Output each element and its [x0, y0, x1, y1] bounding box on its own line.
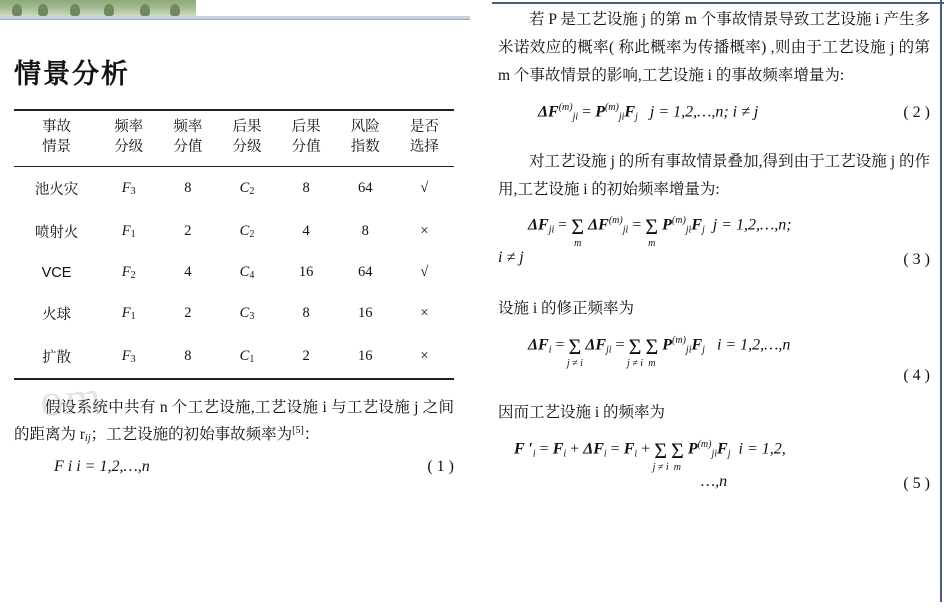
table-header — [14, 110, 454, 167]
cell-risk-index: 64 — [358, 180, 373, 197]
right-column — [492, 0, 944, 608]
equation-5-t4-sub: ji — [711, 448, 718, 460]
equation-3-term1-sup: (m) — [608, 215, 623, 227]
right-paragraph-4 — [498, 399, 930, 427]
equation-2-condition: j = 1,2,…,n; i ≠ j — [649, 103, 759, 120]
cell-scenario: 扩散 — [42, 350, 72, 367]
left-paragraph-text-2: ；工艺设施的初始事故频率为 — [90, 426, 293, 444]
cell-cons-grade: $C_2$ — [239, 180, 255, 198]
cell-cons-grade: $C_4$ — [239, 264, 255, 282]
equation-3 — [498, 213, 930, 249]
summation-icon: Σ m — [671, 437, 684, 473]
equation-4-number: ( 4 ) — [903, 367, 930, 385]
equation-3-condition-2: i ≠ j — [498, 249, 524, 267]
equation-2-rhs: P — [595, 103, 605, 120]
cell-selected: √ — [420, 180, 429, 197]
cell-scenario: 喷射火 — [34, 225, 79, 242]
summation-icon: Σ m — [571, 213, 585, 249]
equation-3-term2: P — [662, 216, 672, 234]
equation-4-eq2: = — [615, 336, 625, 354]
cell-selected: √ — [420, 264, 429, 281]
equation-4-term2-sup: (m) — [672, 335, 686, 347]
equation-3-eq1: = — [558, 216, 568, 234]
equation-5-plus2: + — [641, 440, 651, 458]
reference-superscript: [5] — [292, 425, 304, 437]
equation-5-t1: F — [552, 440, 564, 458]
cell-risk-index: 8 — [361, 223, 369, 240]
header-photo-strip — [0, 0, 196, 16]
summation-limit: m — [673, 461, 682, 473]
equation-5-cont — [498, 473, 930, 497]
risk-table — [14, 109, 454, 380]
summation-limit: j ≠ i — [652, 461, 669, 473]
equation-5-plus1: + — [570, 440, 580, 458]
equation-3-number: ( 3 ) — [903, 251, 930, 269]
equation-2-eq: = — [582, 103, 592, 120]
equation-3-term1-sub: ji — [622, 224, 629, 236]
equation-5-condition: i = 1,2, — [738, 440, 786, 458]
summation-icon: Σ m — [645, 333, 659, 369]
page-title: 情景分析 — [14, 59, 130, 89]
equation-5-t3: F — [623, 440, 635, 458]
cell-cons-grade: $C_3$ — [239, 305, 255, 323]
equation-5-number: ( 5 ) — [903, 475, 930, 493]
equation-5 — [498, 437, 930, 473]
cell-freq-grade: $F_2$ — [121, 264, 136, 282]
table-row — [14, 335, 454, 379]
col-cons-grade: 后果 分级 — [232, 119, 262, 155]
cell-risk-index: 16 — [358, 305, 373, 322]
equation-1-number: ( 1 ) — [427, 458, 454, 476]
equation-5-t2-sub: i — [603, 448, 607, 460]
table-row — [14, 210, 454, 253]
equation-3-cont — [498, 249, 930, 273]
cell-freq-grade: $F_3$ — [121, 180, 136, 198]
summation-limit: m — [574, 237, 582, 249]
equation-3-condition: j = 1,2,…,n; — [712, 216, 792, 234]
equation-5-condition-2: …,n — [700, 473, 728, 491]
cell-cons-value: 8 — [302, 305, 310, 322]
equation-5-eq2: = — [610, 440, 620, 458]
equation-2-rhs-tail: F — [624, 103, 636, 120]
summation-icon: Σ j ≠ i — [652, 437, 669, 473]
cell-freq-value: 8 — [184, 180, 192, 197]
cell-freq-grade: $F_1$ — [121, 223, 136, 241]
summation-icon: Σ j ≠ i — [566, 333, 583, 369]
cell-cons-value: 4 — [302, 223, 310, 240]
equation-2-rhs-sub: ji — [618, 111, 625, 122]
cell-cons-grade: $C_2$ — [239, 223, 255, 241]
equation-4 — [498, 333, 930, 369]
col-freq-grade: 频率 分级 — [114, 119, 144, 155]
r-subscript: ij — [85, 433, 91, 445]
equation-5-t3-sub: i — [634, 448, 638, 460]
col-selected: 是否 选择 — [409, 119, 439, 155]
risk-table-wrapper — [14, 109, 456, 380]
equation-4-term3: F — [691, 336, 703, 354]
cell-selected: × — [420, 348, 429, 365]
right-paragraph-2-text: 对工艺设施 j 的所有事故情景叠加,得到由于工艺设施 j 的作用,工艺设施 i 的初始频率增量为: — [498, 152, 930, 198]
equation-5-t1-sub: i — [563, 448, 567, 460]
table-body — [14, 167, 454, 380]
equation-5-lhs-sub: i — [532, 448, 536, 460]
equation-2-number: ( 2 ) — [903, 103, 930, 121]
cell-cons-grade: $C_1$ — [239, 348, 255, 366]
equation-4-term2-sub: ji — [685, 344, 692, 356]
equation-1 — [14, 458, 454, 480]
col-freq-value: 频率 分值 — [173, 119, 203, 155]
equation-4-lhs: ΔF — [528, 336, 549, 354]
cell-scenario: 火球 — [42, 307, 72, 324]
equation-3-lhs: ΔF — [528, 216, 549, 234]
equation-3-lhs-sub: ji — [548, 224, 555, 236]
table-header-row — [14, 110, 454, 167]
equation-5-eq1: = — [539, 440, 549, 458]
cell-freq-value: 8 — [184, 348, 192, 365]
header-divider-thin — [0, 19, 470, 20]
summation-icon: Σ m — [645, 213, 659, 249]
watermark-text: om — [38, 370, 105, 427]
equation-4-term1-sub: ji — [606, 344, 612, 356]
equation-4-term1: ΔF — [585, 336, 607, 354]
equation-1-body: F i i = 1,2,…,n — [54, 458, 150, 476]
equation-3-term3-sub: j — [702, 224, 705, 236]
cell-freq-grade: $F_3$ — [121, 348, 136, 366]
cell-scenario: VCE — [41, 264, 72, 281]
summation-limit: m — [648, 357, 656, 369]
equation-4-condition: i = 1,2,…,n — [716, 336, 791, 354]
table-row — [14, 167, 454, 211]
table-row — [14, 292, 454, 335]
col-scenario: 事故 情景 — [42, 119, 72, 155]
cell-risk-index: 16 — [358, 348, 373, 365]
right-paragraph-3 — [498, 295, 930, 323]
right-paragraph-1 — [498, 6, 930, 90]
equation-2-lhs-sub: ji — [572, 111, 579, 122]
col-cons-value: 后果 分值 — [291, 119, 321, 155]
cell-freq-value: 4 — [184, 264, 192, 281]
equation-2 — [498, 102, 930, 126]
summation-icon: Σ j ≠ i — [627, 333, 644, 369]
equation-4-number-row — [498, 365, 930, 389]
equation-4-eq1: = — [555, 336, 565, 354]
equation-4-lhs-sub: i — [548, 344, 552, 356]
equation-5-t5-sub: j — [727, 448, 731, 460]
summation-limit: m — [648, 237, 656, 249]
equation-3-eq2: = — [632, 216, 642, 234]
equation-2-lhs: ΔF — [538, 103, 559, 120]
left-paragraph — [14, 394, 454, 448]
cell-selected: × — [420, 305, 429, 322]
summation-limit: j ≠ i — [566, 357, 583, 369]
equation-3-term2-sub: ji — [685, 224, 692, 236]
cell-cons-value: 2 — [302, 348, 310, 365]
col-risk-index: 风险 指数 — [350, 119, 380, 155]
right-paragraph-4-text: 因而工艺设施 i 的频率为 — [498, 404, 666, 422]
equation-3-term3: F — [691, 216, 703, 234]
cell-freq-value: 2 — [184, 305, 192, 322]
cell-freq-value: 2 — [184, 223, 192, 240]
right-paragraph-3-text: 设施 i 的修正频率为 — [498, 300, 635, 318]
cell-risk-index: 64 — [358, 264, 373, 281]
cell-cons-value: 8 — [302, 180, 310, 197]
table-row — [14, 253, 454, 292]
equation-5-t5: F — [717, 440, 728, 458]
left-paragraph-text: 假设系统中共有 n 个工艺设施,工艺设施 i 与工艺设施 j 之间的距离为 r — [14, 399, 454, 444]
left-paragraph-colon: ： — [303, 426, 320, 444]
right-paragraph-2 — [498, 148, 930, 204]
equation-5-lhs: F ′ — [514, 440, 533, 458]
cell-selected: × — [420, 223, 429, 240]
cell-cons-value: 16 — [298, 264, 314, 281]
equation-3-term1: ΔF — [588, 216, 609, 234]
left-column — [0, 24, 470, 602]
cell-scenario: 池火灾 — [34, 182, 79, 199]
equation-2-rhs-tail-sub: j — [635, 111, 638, 122]
equation-4-term2: P — [662, 336, 673, 354]
cell-freq-grade: $F_1$ — [121, 305, 136, 323]
equation-5-t2: ΔF — [583, 440, 604, 458]
equation-2-rhs-sup: (m) — [604, 101, 619, 113]
equation-2-lhs-sup: (m) — [558, 101, 573, 113]
right-paragraph-1-text: 若 P 是工艺设施 j 的第 m 个事故情景导致工艺设施 i 产生多米诺效应的概率( 称此概率为传播概率) ,则由于工艺设施 j 的第 m 个事故情景的影响,工艺设施 i 的事故频率增量为: — [498, 11, 930, 84]
equation-3-term2-sup: (m) — [671, 215, 686, 227]
summation-limit: j ≠ i — [627, 357, 644, 369]
equation-5-t4: P — [687, 440, 698, 458]
equation-4-term3-sub: j — [702, 344, 705, 356]
equation-5-t4-sup: (m) — [697, 439, 712, 451]
